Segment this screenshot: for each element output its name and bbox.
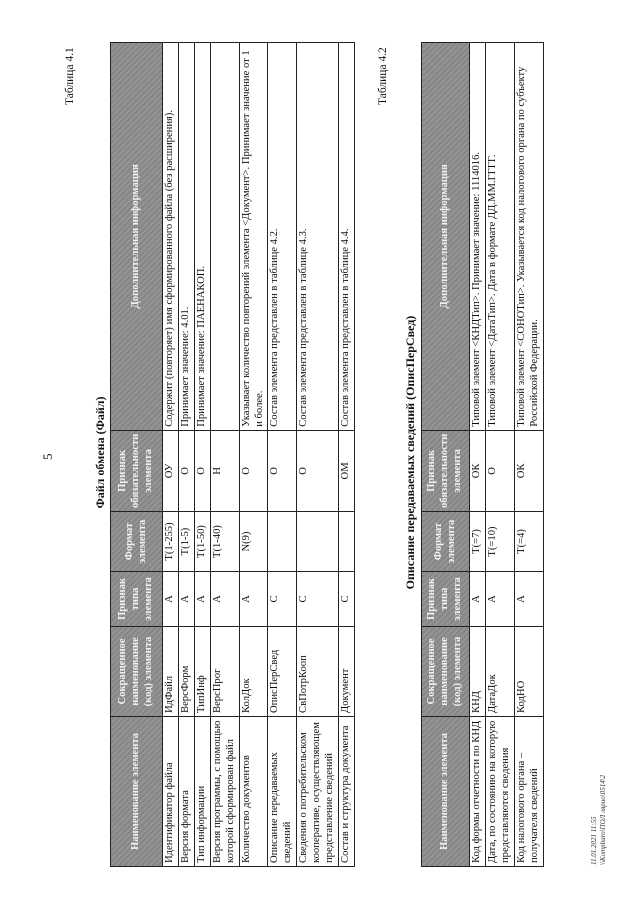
- table1-cell: О: [194, 430, 210, 511]
- table1-cell: Принимает значение: 4.01.: [178, 43, 194, 431]
- table1-cell: Принимает значение: ПАЕНАКОП.: [194, 43, 210, 431]
- table2-cell: КодНО: [514, 627, 543, 717]
- table2-cell: ОК: [470, 430, 486, 511]
- table1-cell: О: [297, 430, 339, 511]
- table2-header-cell: Формат элемента: [422, 512, 470, 572]
- table1-header-cell: Признак обязательности элемента: [111, 430, 163, 511]
- table2-cell: Типовой элемент <КНДТип>. Принимает значение: 1114016.: [470, 43, 486, 431]
- table1-cell: T(1-50): [194, 512, 210, 572]
- table2-cell: Код формы отчетности по КНД: [470, 717, 486, 867]
- table1-row: [178, 43, 194, 867]
- table1-cell: T(1-5): [178, 512, 194, 572]
- table1-cell: ОписПерСвед: [268, 627, 297, 717]
- table1-cell: Тип информации: [194, 717, 210, 867]
- table1-cell: [297, 512, 339, 572]
- table1-header-cell: Наименование элемента: [111, 717, 163, 867]
- table2-header-cell: Признак типа элемента: [422, 572, 470, 627]
- table1-cell: Идентификатор файла: [163, 717, 179, 867]
- table1-cell: Описание передаваемых сведений: [268, 717, 297, 867]
- table2-header-cell: Сокращенное наименование (код) элемента: [422, 627, 470, 717]
- table1-cell: А: [178, 572, 194, 627]
- table1-cell: А: [239, 572, 268, 627]
- table2-caption: Таблица 4.2: [377, 47, 389, 105]
- table2-cell: Типовой элемент <ДатаТип>. Дата в формате ДД.ММ.ГГГГ.: [485, 43, 514, 431]
- table1-row: [210, 43, 239, 867]
- table2-cell: T(=4): [514, 512, 543, 572]
- table1-cell: ИдФайл: [163, 627, 179, 717]
- table1-title: Файл обмена (Файл): [93, 396, 107, 509]
- table1-cell: А: [194, 572, 210, 627]
- table1-cell: ВерсФорм: [178, 627, 194, 717]
- table2-cell: КНД: [470, 627, 486, 717]
- table1-cell: T(1-255): [163, 512, 179, 572]
- table2-cell: А: [470, 572, 486, 627]
- table2-cell: T(=10): [485, 512, 514, 572]
- table1-cell: ТипИнф: [194, 627, 210, 717]
- table1-row: [268, 43, 297, 867]
- table1-cell: Состав элемента представлен в таблице 4.2.: [268, 43, 297, 431]
- table1-cell: [268, 512, 297, 572]
- table1-cell: С: [268, 572, 297, 627]
- table1-cell: [210, 43, 239, 431]
- footer-timestamp: 11.01.2021 11:55: [590, 816, 598, 865]
- table1-cell: Указывает количество повторений элемента <Документ>. Принимает значение от 1 и более.: [239, 43, 268, 431]
- table1-row: [163, 43, 179, 867]
- table1-cell: СвПотрКооп: [297, 627, 339, 717]
- table1-header-cell: Признак типа элемента: [111, 572, 163, 627]
- table2-row: [485, 43, 514, 867]
- table1-cell: Состав элемента представлен в таблице 4.3.: [297, 43, 339, 431]
- table1-cell: Содержит (повторяет) имя сформированного файла (без расширения).: [163, 43, 179, 431]
- table1-header-cell: Сокращенное наименование (код) элемента: [111, 627, 163, 717]
- table1-cell: N(9): [239, 512, 268, 572]
- table2-cell: Типовой элемент <СОНОТип>. Указывается код налогового органа по субъекту Российской Федерации.: [514, 43, 543, 431]
- table1: [110, 42, 355, 867]
- table1-cell: ВерсПрог: [210, 627, 239, 717]
- table1-cell: Документ: [339, 627, 355, 717]
- table2-cell: ДатаДок: [485, 627, 514, 717]
- table1-row: [239, 43, 268, 867]
- table1-caption: Таблица 4.1: [64, 47, 76, 105]
- table2-row: [470, 43, 486, 867]
- table1-cell: Состав элемента представлен в таблице 4.4.: [339, 43, 355, 431]
- table1-cell: Версия формата: [178, 717, 194, 867]
- table1-cell: ОУ: [163, 430, 179, 511]
- table2-header-cell: Признак обязательности элемента: [422, 430, 470, 511]
- table1-cell: КолДок: [239, 627, 268, 717]
- table2-header-row: [422, 43, 470, 867]
- table1-cell: Состав и структура документа: [339, 717, 355, 867]
- table2-header-cell: Наименование элемента: [422, 717, 470, 867]
- table1-cell: О: [268, 430, 297, 511]
- table1-cell: T(1-40): [210, 512, 239, 572]
- table1-header-cell: Дополнительная информация: [111, 43, 163, 431]
- table1-cell: [339, 512, 355, 572]
- table2-cell: А: [514, 572, 543, 627]
- table2-cell: ОК: [514, 430, 543, 511]
- table2-cell: О: [485, 430, 514, 511]
- footer-path: \\Kompburo\ПОЛ лярио\0514\2: [599, 774, 608, 865]
- table2-cell: T(=7): [470, 512, 486, 572]
- table1-cell: С: [339, 572, 355, 627]
- table2-row: [514, 43, 543, 867]
- table1-cell: А: [163, 572, 179, 627]
- table1-cell: Сведения о потребительском кооперативе, осуществляющем представление сведений: [297, 717, 339, 867]
- table2: [421, 42, 544, 867]
- table2-cell: Код налогового органа – получателя сведений: [514, 717, 543, 867]
- table1-row: [297, 43, 339, 867]
- table2-header-cell: Дополнительная информация: [422, 43, 470, 431]
- table2-cell: А: [485, 572, 514, 627]
- table2-title: Описание передаваемых сведений (ОписПерСвед): [403, 315, 417, 590]
- table1-cell: С: [297, 572, 339, 627]
- table1-cell: А: [210, 572, 239, 627]
- print-footer: [590, 775, 608, 865]
- table1-row: [194, 43, 210, 867]
- table1-header-cell: Формат элемента: [111, 512, 163, 572]
- table1-row: [339, 43, 355, 867]
- table1-cell: О: [239, 430, 268, 511]
- table1-cell: ОМ: [339, 430, 355, 511]
- table1-cell: Н: [210, 430, 239, 511]
- table1-cell: Количество документов: [239, 717, 268, 867]
- table1-header-row: [111, 43, 163, 867]
- page-number: 5: [40, 453, 55, 460]
- table2-cell: Дата, по состоянию на которую представляются сведения: [485, 717, 514, 867]
- table1-cell: Версия программы, с помощью которой сформирован файл: [210, 717, 239, 867]
- table1-cell: О: [178, 430, 194, 511]
